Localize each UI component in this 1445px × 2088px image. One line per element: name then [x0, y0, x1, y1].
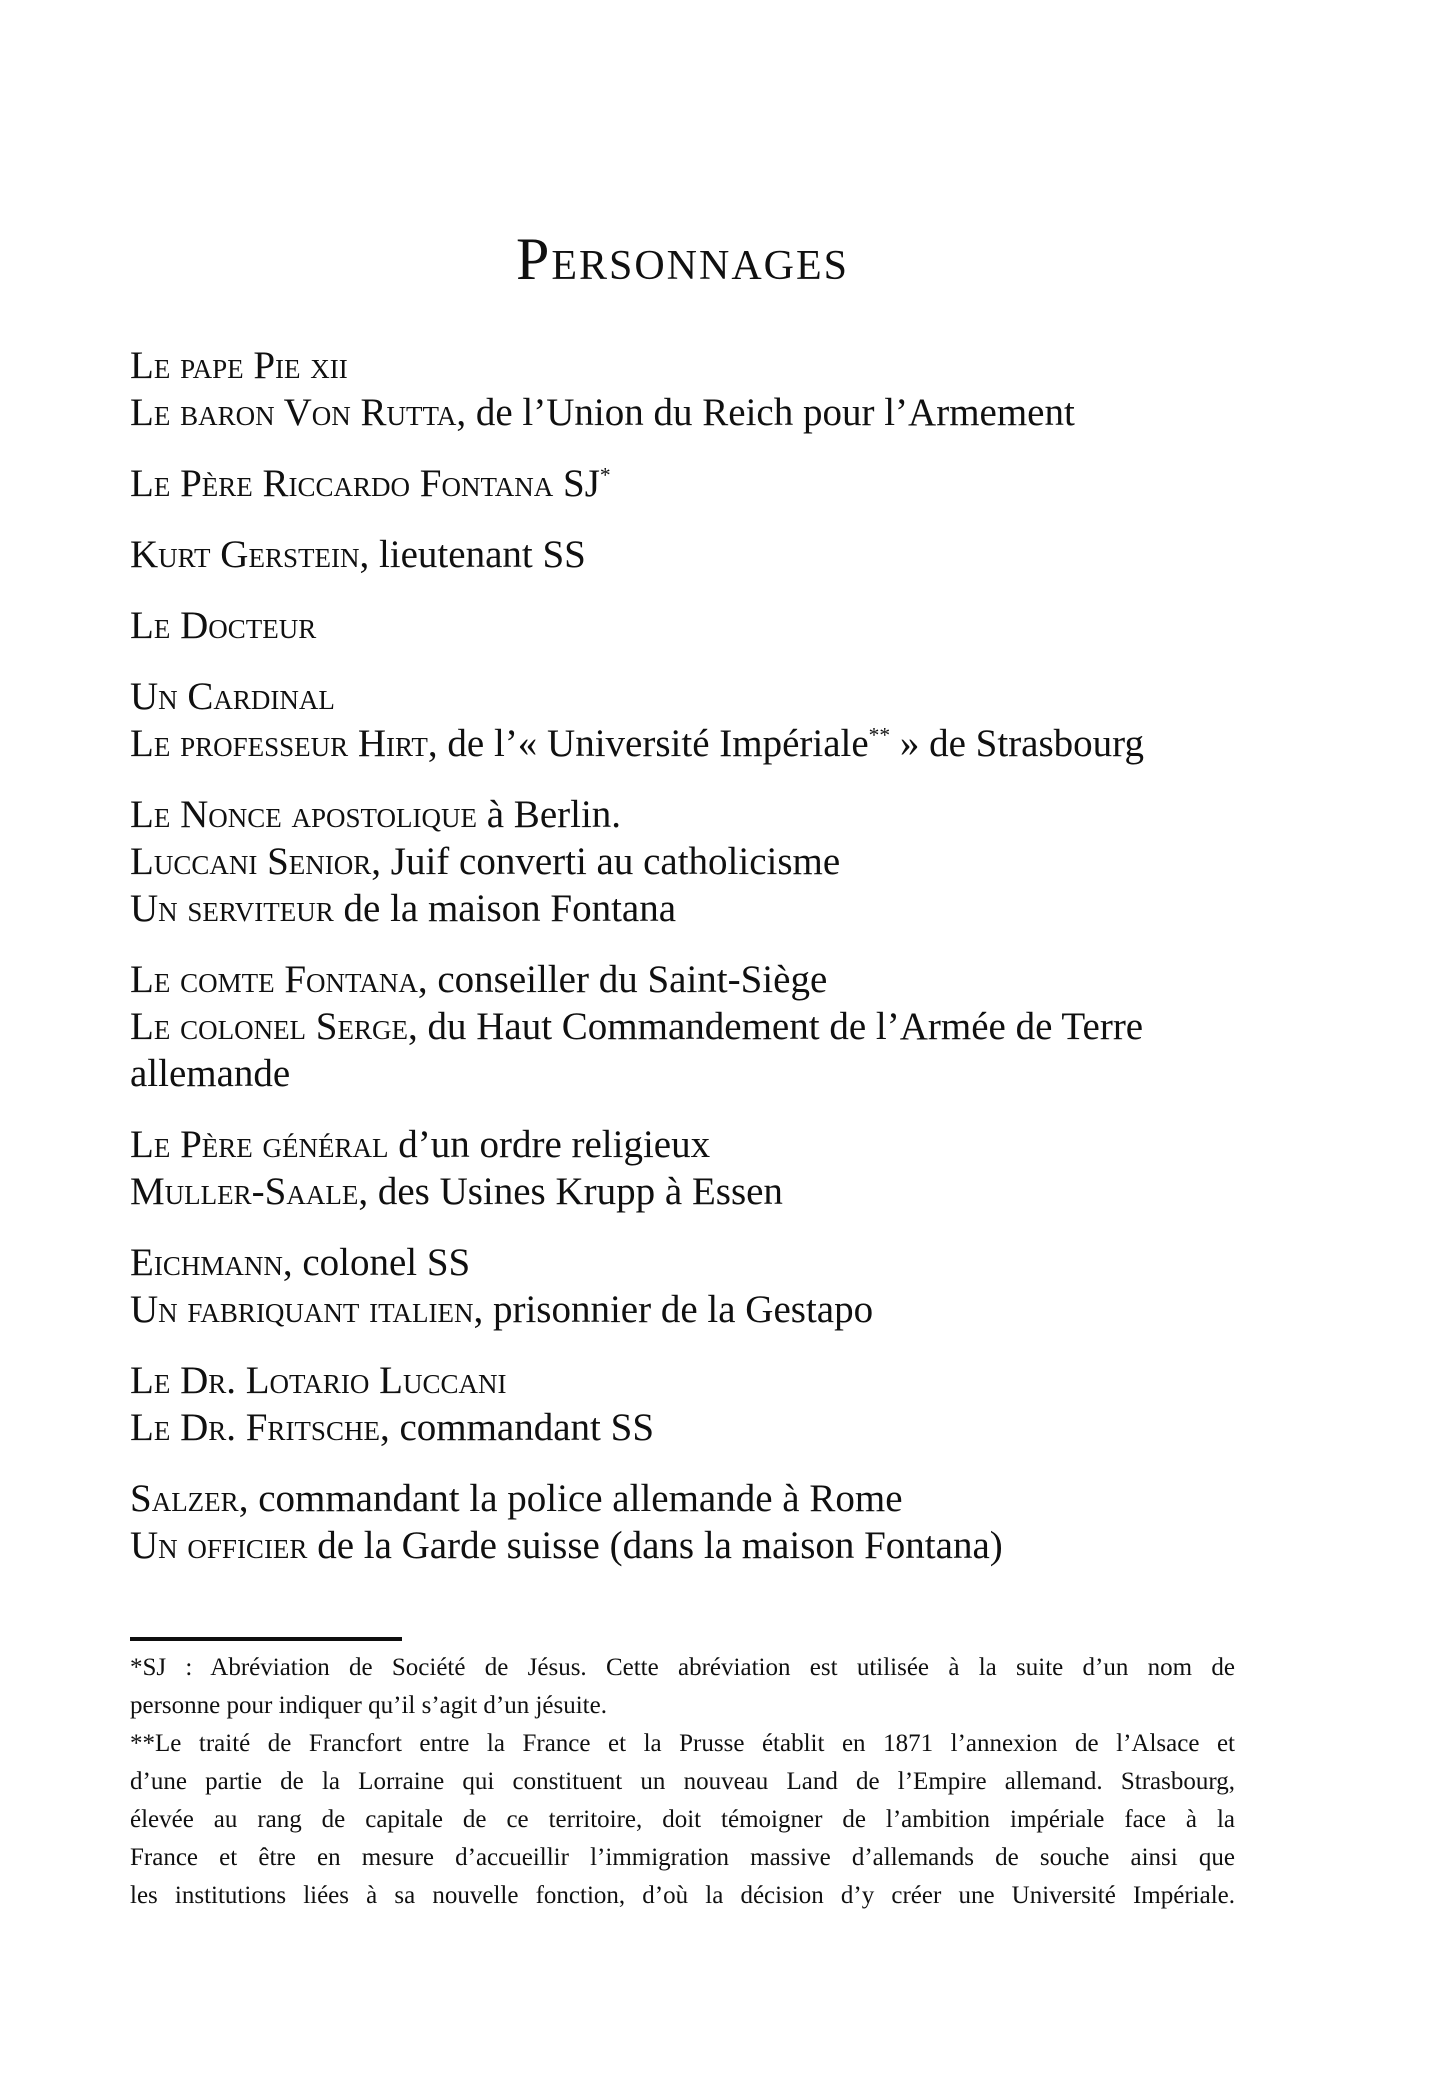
character-group [130, 1475, 1235, 1569]
character-name: Le comte Fontana [130, 958, 418, 1001]
character-group [130, 673, 1235, 767]
footnote-line: élevée au rang de capitale de ce territoire, doit témoigner de l’ambition impériale face à la [130, 1806, 1235, 1833]
character-name: Eichmann [130, 1241, 283, 1284]
footnote-line: personne pour indiquer qu’il s’agit d’un jésuite. [130, 1692, 607, 1719]
character-desc: , conseiller du Saint-Siège [417, 958, 828, 1001]
character-desc: allemande [130, 1052, 291, 1095]
footnote-line: les institutions liées à sa nouvelle fonction, d’où la décision d’y créer une Université Impériale. [130, 1882, 1235, 1909]
character-group [130, 1357, 1235, 1451]
text-column [130, 0, 1235, 1915]
character-line [130, 389, 1235, 436]
character-line [130, 1050, 1235, 1097]
footnote-line: France et être en mesure d’accueillir l’immigration massive d’allemands de souche ainsi que [130, 1844, 1235, 1871]
character-line [130, 531, 1235, 578]
character-line [130, 1404, 1235, 1451]
character-name: Le Nonce apostolique [130, 793, 477, 836]
character-desc: , de l’Union du Reich pour l’Armement [456, 391, 1075, 434]
character-line [130, 885, 1235, 932]
footnote [130, 1649, 1235, 1725]
character-desc: , commandant SS [379, 1406, 655, 1449]
character-desc: de la maison Fontana [333, 887, 677, 930]
character-name: Un officier [130, 1524, 308, 1567]
character-line [130, 342, 1235, 389]
footnote-text: SJ : Abréviation de Société de Jésus. Cette abréviation est utilisée à la suite d’un nom de [142, 1654, 1235, 1681]
character-line [130, 720, 1235, 767]
character-line [130, 1522, 1235, 1569]
footnote [130, 1725, 1235, 1915]
character-name: Salzer [130, 1477, 239, 1520]
character-desc: , colonel SS [282, 1241, 471, 1284]
footnotes [130, 1649, 1235, 1915]
footnote-marker: * [130, 1654, 143, 1681]
character-line [130, 1286, 1235, 1333]
character-name: Le pape Pie xii [130, 344, 348, 387]
character-name: Le professeur Hirt [130, 722, 428, 765]
character-name: Un serviteur [130, 887, 334, 930]
character-group [130, 956, 1235, 1097]
character-name: Un Cardinal [130, 675, 335, 718]
character-group [130, 460, 1235, 507]
character-name: Le Père général [130, 1123, 389, 1166]
character-list [130, 342, 1235, 1569]
character-desc: , du Haut Commandement de l’Armée de Terre [407, 1005, 1144, 1048]
page-title: Personnages [515, 226, 850, 292]
character-desc: » de Strasbourg [890, 722, 1144, 765]
character-desc: , des Usines Krupp à Essen [358, 1170, 783, 1213]
character-desc: , Juif converti au catholicisme [371, 840, 841, 883]
footnote-marker: ** [130, 1730, 155, 1757]
character-group [130, 342, 1235, 436]
character-group [130, 1121, 1235, 1215]
character-line [130, 1357, 1235, 1404]
footnote-line [130, 1649, 1235, 1687]
footnote-ref-asterisk: * [599, 463, 611, 487]
character-line [130, 1239, 1235, 1286]
character-name: Le baron Von Rutta [130, 391, 457, 434]
footnote-rule [130, 1637, 402, 1641]
character-group [130, 602, 1235, 649]
character-name: Le Dr. Lotario Luccani [130, 1359, 507, 1402]
character-name: Le colonel Serge [130, 1005, 408, 1048]
character-line [130, 602, 1235, 649]
character-name: Kurt Gerstein [130, 533, 360, 576]
character-desc: , de l’« Université Impériale [427, 722, 869, 765]
character-line [130, 460, 1235, 507]
character-line [130, 1121, 1235, 1168]
character-line [130, 1475, 1235, 1522]
character-name: Le Dr. Fritsche [130, 1406, 380, 1449]
character-name: Luccani Senior [130, 840, 372, 883]
character-line [130, 1168, 1235, 1215]
footnote-line [130, 1725, 1235, 1763]
character-line [130, 673, 1235, 720]
character-desc: , prisonnier de la Gestapo [473, 1288, 874, 1331]
character-desc: de la Garde suisse (dans la maison Fontana) [307, 1524, 1003, 1567]
character-name: Le Docteur [130, 604, 317, 647]
character-line [130, 956, 1235, 1003]
character-line [130, 1003, 1235, 1050]
character-group [130, 531, 1235, 578]
character-name: Le Père Riccardo Fontana SJ [130, 462, 600, 505]
character-name: Muller-Saale [130, 1170, 359, 1213]
character-group [130, 791, 1235, 932]
character-desc: d’un ordre religieux [388, 1123, 711, 1166]
character-line [130, 791, 1235, 838]
footnote-line: d’une partie de la Lorraine qui constituent un nouveau Land de l’Empire allemand. Strasbourg, [130, 1768, 1235, 1795]
character-desc: , commandant la police allemande à Rome [238, 1477, 903, 1520]
character-line [130, 838, 1235, 885]
character-group [130, 1239, 1235, 1333]
character-name: Un fabriquant italien [130, 1288, 474, 1331]
footnote-text: Le traité de Francfort entre la France et la Prusse établit en 1871 l’annexion de l’Alsace et [155, 1730, 1235, 1757]
character-desc: à Berlin. [477, 793, 622, 836]
character-desc: , lieutenant SS [359, 533, 586, 576]
footnote-ref-asterisk: ** [868, 723, 891, 747]
